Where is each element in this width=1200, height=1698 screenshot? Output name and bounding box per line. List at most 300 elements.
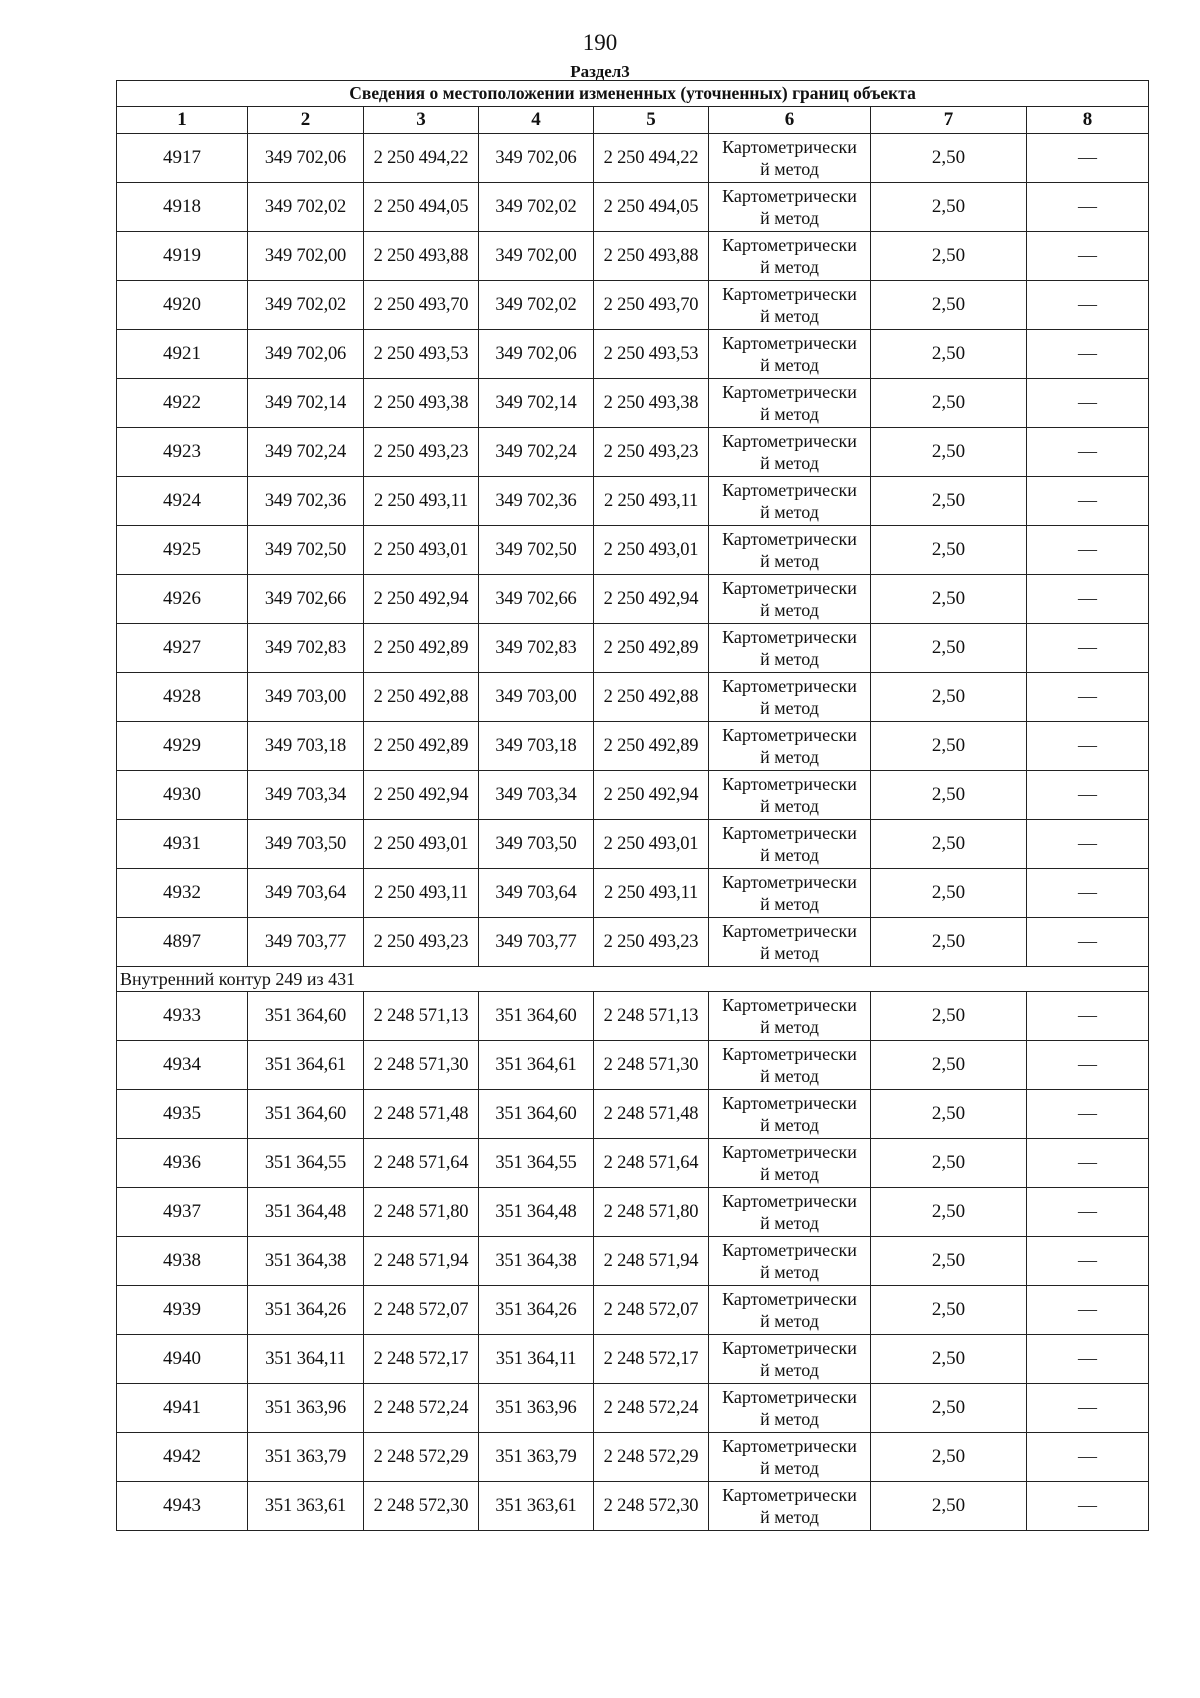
accuracy-cell: 2,50 — [871, 1482, 1027, 1531]
method-text-line1: Картометрически — [722, 872, 857, 892]
method-text-line2: й метод — [760, 1164, 819, 1184]
method-text-line2: й метод — [760, 894, 819, 914]
accuracy-cell: 2,50 — [871, 1188, 1027, 1237]
y-coordinate-cell: 2 250 493,53 — [364, 330, 479, 379]
method-text-line1: Картометрически — [722, 1240, 857, 1260]
method-text-line2: й метод — [760, 1458, 819, 1478]
new-y-coordinate-cell: 2 248 572,24 — [594, 1384, 709, 1433]
y-coordinate-cell: 2 250 494,22 — [364, 134, 479, 183]
new-y-coordinate-cell: 2 250 493,38 — [594, 379, 709, 428]
method-text-line2: й метод — [760, 404, 819, 424]
y-coordinate-cell: 2 250 493,11 — [364, 477, 479, 526]
point-number-cell: 4938 — [117, 1237, 248, 1286]
description-cell: — — [1027, 992, 1149, 1041]
method-cell — [709, 673, 871, 722]
accuracy-cell: 2,50 — [871, 820, 1027, 869]
new-x-coordinate-cell: 349 702,14 — [479, 379, 594, 428]
x-coordinate-cell: 349 702,36 — [248, 477, 364, 526]
method-cell — [709, 1286, 871, 1335]
table-row — [117, 575, 1149, 624]
method-text-line2: й метод — [760, 600, 819, 620]
description-cell: — — [1027, 1335, 1149, 1384]
x-coordinate-cell: 351 364,60 — [248, 992, 364, 1041]
description-cell: — — [1027, 1041, 1149, 1090]
table-row — [117, 1188, 1149, 1237]
method-cell — [709, 526, 871, 575]
new-y-coordinate-cell: 2 248 572,07 — [594, 1286, 709, 1335]
y-coordinate-cell: 2 248 571,48 — [364, 1090, 479, 1139]
new-x-coordinate-cell: 351 363,79 — [479, 1433, 594, 1482]
table-row — [117, 281, 1149, 330]
point-number-cell: 4934 — [117, 1041, 248, 1090]
accuracy-cell: 2,50 — [871, 624, 1027, 673]
method-text-line1: Картометрически — [722, 921, 857, 941]
accuracy-cell: 2,50 — [871, 1335, 1027, 1384]
new-y-coordinate-cell: 2 250 493,53 — [594, 330, 709, 379]
table-row — [117, 1384, 1149, 1433]
x-coordinate-cell: 349 703,00 — [248, 673, 364, 722]
method-text-line2: й метод — [760, 1409, 819, 1429]
point-number-cell: 4942 — [117, 1433, 248, 1482]
column-number: 2 — [248, 107, 364, 134]
table-row — [117, 992, 1149, 1041]
method-cell — [709, 1041, 871, 1090]
method-cell — [709, 1433, 871, 1482]
table-row — [117, 477, 1149, 526]
method-text-line1: Картометрически — [722, 995, 857, 1015]
table-row — [117, 722, 1149, 771]
accuracy-cell: 2,50 — [871, 771, 1027, 820]
new-x-coordinate-cell: 351 363,96 — [479, 1384, 594, 1433]
new-x-coordinate-cell: 351 364,60 — [479, 992, 594, 1041]
method-text-line2: й метод — [760, 943, 819, 963]
y-coordinate-cell: 2 248 571,80 — [364, 1188, 479, 1237]
y-coordinate-cell: 2 250 492,89 — [364, 722, 479, 771]
table-row — [117, 183, 1149, 232]
new-y-coordinate-cell: 2 248 571,48 — [594, 1090, 709, 1139]
accuracy-cell: 2,50 — [871, 1090, 1027, 1139]
method-cell — [709, 1139, 871, 1188]
method-text-line2: й метод — [760, 159, 819, 179]
table-row — [117, 820, 1149, 869]
description-cell: — — [1027, 1482, 1149, 1531]
x-coordinate-cell: 351 363,79 — [248, 1433, 364, 1482]
method-text-line1: Картометрически — [722, 1191, 857, 1211]
table-row — [117, 1237, 1149, 1286]
method-text-line1: Картометрически — [722, 627, 857, 647]
x-coordinate-cell: 349 702,06 — [248, 134, 364, 183]
table-row — [117, 1041, 1149, 1090]
page-number: 190 — [582, 30, 618, 55]
accuracy-cell: 2,50 — [871, 1139, 1027, 1188]
new-y-coordinate-cell: 2 248 571,30 — [594, 1041, 709, 1090]
accuracy-cell: 2,50 — [871, 1286, 1027, 1335]
new-x-coordinate-cell: 349 702,02 — [479, 281, 594, 330]
column-number: 7 — [871, 107, 1027, 134]
method-cell — [709, 1090, 871, 1139]
new-x-coordinate-cell: 349 702,00 — [479, 232, 594, 281]
new-y-coordinate-cell: 2 248 572,29 — [594, 1433, 709, 1482]
method-cell — [709, 1335, 871, 1384]
method-cell — [709, 624, 871, 673]
point-number-cell: 4922 — [117, 379, 248, 428]
accuracy-cell: 2,50 — [871, 992, 1027, 1041]
point-number-cell: 4940 — [117, 1335, 248, 1384]
new-x-coordinate-cell: 349 703,18 — [479, 722, 594, 771]
description-cell: — — [1027, 1237, 1149, 1286]
y-coordinate-cell: 2 250 493,23 — [364, 918, 479, 967]
y-coordinate-cell: 2 248 572,24 — [364, 1384, 479, 1433]
method-cell — [709, 1482, 871, 1531]
table-row — [117, 673, 1149, 722]
new-y-coordinate-cell: 2 250 493,11 — [594, 477, 709, 526]
new-y-coordinate-cell: 2 250 493,88 — [594, 232, 709, 281]
new-y-coordinate-cell: 2 250 492,88 — [594, 673, 709, 722]
table-row — [117, 379, 1149, 428]
column-number: 5 — [594, 107, 709, 134]
new-x-coordinate-cell: 351 364,26 — [479, 1286, 594, 1335]
accuracy-cell: 2,50 — [871, 673, 1027, 722]
description-cell: — — [1027, 624, 1149, 673]
method-text-line2: й метод — [760, 1507, 819, 1527]
x-coordinate-cell: 349 702,00 — [248, 232, 364, 281]
y-coordinate-cell: 2 250 493,88 — [364, 232, 479, 281]
y-coordinate-cell: 2 250 492,94 — [364, 771, 479, 820]
new-y-coordinate-cell: 2 250 492,89 — [594, 722, 709, 771]
accuracy-cell: 2,50 — [871, 330, 1027, 379]
method-text-line2: й метод — [760, 1115, 819, 1135]
method-text-line2: й метод — [760, 1262, 819, 1282]
point-number-cell: 4933 — [117, 992, 248, 1041]
method-text-line2: й метод — [760, 1213, 819, 1233]
accuracy-cell: 2,50 — [871, 428, 1027, 477]
new-x-coordinate-cell: 349 702,36 — [479, 477, 594, 526]
accuracy-cell: 2,50 — [871, 477, 1027, 526]
method-text-line1: Картометрически — [722, 137, 857, 157]
method-text-line2: й метод — [760, 551, 819, 571]
y-coordinate-cell: 2 248 571,30 — [364, 1041, 479, 1090]
contour-section-row — [117, 967, 1149, 992]
x-coordinate-cell: 351 364,26 — [248, 1286, 364, 1335]
method-text-line1: Картометрически — [722, 431, 857, 451]
method-text-line2: й метод — [760, 502, 819, 522]
x-coordinate-cell: 349 703,50 — [248, 820, 364, 869]
x-coordinate-cell: 349 702,02 — [248, 281, 364, 330]
accuracy-cell: 2,50 — [871, 869, 1027, 918]
new-y-coordinate-cell: 2 248 571,94 — [594, 1237, 709, 1286]
description-cell: — — [1027, 330, 1149, 379]
x-coordinate-cell: 351 363,61 — [248, 1482, 364, 1531]
description-cell: — — [1027, 526, 1149, 575]
table-row — [117, 232, 1149, 281]
new-y-coordinate-cell: 2 248 572,30 — [594, 1482, 709, 1531]
new-x-coordinate-cell: 351 364,48 — [479, 1188, 594, 1237]
y-coordinate-cell: 2 248 572,30 — [364, 1482, 479, 1531]
accuracy-cell: 2,50 — [871, 1237, 1027, 1286]
new-x-coordinate-cell: 349 702,66 — [479, 575, 594, 624]
accuracy-cell: 2,50 — [871, 575, 1027, 624]
description-cell: — — [1027, 1384, 1149, 1433]
new-x-coordinate-cell: 349 702,06 — [479, 330, 594, 379]
method-cell — [709, 918, 871, 967]
point-number-cell: 4918 — [117, 183, 248, 232]
table-body — [117, 134, 1149, 1531]
accuracy-cell: 2,50 — [871, 918, 1027, 967]
new-y-coordinate-cell: 2 250 494,05 — [594, 183, 709, 232]
method-text-line1: Картометрически — [722, 1044, 857, 1064]
point-number-cell: 4930 — [117, 771, 248, 820]
new-y-coordinate-cell: 2 250 492,94 — [594, 771, 709, 820]
method-cell — [709, 281, 871, 330]
point-number-cell: 4943 — [117, 1482, 248, 1531]
table-row — [117, 1482, 1149, 1531]
point-number-cell: 4924 — [117, 477, 248, 526]
boundary-coordinates-table — [116, 80, 1149, 1531]
method-text-line2: й метод — [760, 355, 819, 375]
section-title: Раздел3 — [570, 62, 630, 81]
y-coordinate-cell: 2 250 493,23 — [364, 428, 479, 477]
y-coordinate-cell: 2 250 492,94 — [364, 575, 479, 624]
new-x-coordinate-cell: 351 364,61 — [479, 1041, 594, 1090]
new-y-coordinate-cell: 2 250 492,94 — [594, 575, 709, 624]
method-text-line1: Картометрически — [722, 823, 857, 843]
method-text-line2: й метод — [760, 698, 819, 718]
description-cell: — — [1027, 477, 1149, 526]
method-text-line1: Картометрически — [722, 284, 857, 304]
y-coordinate-cell: 2 250 493,01 — [364, 526, 479, 575]
method-text-line1: Картометрически — [722, 235, 857, 255]
x-coordinate-cell: 351 364,48 — [248, 1188, 364, 1237]
column-number: 1 — [117, 107, 248, 134]
accuracy-cell: 2,50 — [871, 526, 1027, 575]
method-cell — [709, 1188, 871, 1237]
x-coordinate-cell: 351 364,38 — [248, 1237, 364, 1286]
table-row — [117, 1139, 1149, 1188]
point-number-cell: 4929 — [117, 722, 248, 771]
method-cell — [709, 232, 871, 281]
table-row — [117, 526, 1149, 575]
new-x-coordinate-cell: 349 702,02 — [479, 183, 594, 232]
y-coordinate-cell: 2 250 493,70 — [364, 281, 479, 330]
y-coordinate-cell: 2 250 492,89 — [364, 624, 479, 673]
point-number-cell: 4931 — [117, 820, 248, 869]
accuracy-cell: 2,50 — [871, 183, 1027, 232]
x-coordinate-cell: 351 364,61 — [248, 1041, 364, 1090]
method-cell — [709, 869, 871, 918]
method-text-line1: Картометрически — [722, 774, 857, 794]
y-coordinate-cell: 2 248 571,13 — [364, 992, 479, 1041]
point-number-cell: 4937 — [117, 1188, 248, 1237]
accuracy-cell: 2,50 — [871, 281, 1027, 330]
description-cell: — — [1027, 428, 1149, 477]
x-coordinate-cell: 351 364,60 — [248, 1090, 364, 1139]
point-number-cell: 4917 — [117, 134, 248, 183]
method-text-line1: Картометрически — [722, 1289, 857, 1309]
x-coordinate-cell: 349 702,14 — [248, 379, 364, 428]
new-y-coordinate-cell: 2 250 493,01 — [594, 526, 709, 575]
y-coordinate-cell: 2 250 493,11 — [364, 869, 479, 918]
table-row — [117, 1286, 1149, 1335]
x-coordinate-cell: 349 702,06 — [248, 330, 364, 379]
x-coordinate-cell: 351 363,96 — [248, 1384, 364, 1433]
method-text-line2: й метод — [760, 1311, 819, 1331]
point-number-cell: 4926 — [117, 575, 248, 624]
method-cell — [709, 134, 871, 183]
x-coordinate-cell: 349 702,66 — [248, 575, 364, 624]
method-text-line2: й метод — [760, 1017, 819, 1037]
description-cell: — — [1027, 379, 1149, 428]
description-cell: — — [1027, 232, 1149, 281]
x-coordinate-cell: 349 703,34 — [248, 771, 364, 820]
description-cell: — — [1027, 820, 1149, 869]
method-cell — [709, 428, 871, 477]
method-text-line2: й метод — [760, 306, 819, 326]
method-cell — [709, 722, 871, 771]
column-number: 3 — [364, 107, 479, 134]
method-cell — [709, 771, 871, 820]
new-y-coordinate-cell: 2 248 571,80 — [594, 1188, 709, 1237]
method-text-line1: Картометрически — [722, 1485, 857, 1505]
new-x-coordinate-cell: 351 364,38 — [479, 1237, 594, 1286]
new-x-coordinate-cell: 351 363,61 — [479, 1482, 594, 1531]
point-number-cell: 4920 — [117, 281, 248, 330]
new-x-coordinate-cell: 349 703,77 — [479, 918, 594, 967]
new-x-coordinate-cell: 349 702,83 — [479, 624, 594, 673]
method-text-line2: й метод — [760, 845, 819, 865]
new-y-coordinate-cell: 2 250 493,23 — [594, 428, 709, 477]
y-coordinate-cell: 2 248 572,29 — [364, 1433, 479, 1482]
column-number-row — [117, 107, 1149, 134]
y-coordinate-cell: 2 248 572,07 — [364, 1286, 479, 1335]
accuracy-cell: 2,50 — [871, 1384, 1027, 1433]
method-text-line1: Картометрически — [722, 1142, 857, 1162]
method-text-line1: Картометрически — [722, 480, 857, 500]
method-text-line1: Картометрически — [722, 186, 857, 206]
y-coordinate-cell: 2 250 493,01 — [364, 820, 479, 869]
point-number-cell: 4941 — [117, 1384, 248, 1433]
accuracy-cell: 2,50 — [871, 1041, 1027, 1090]
y-coordinate-cell: 2 250 492,88 — [364, 673, 479, 722]
point-number-cell: 4921 — [117, 330, 248, 379]
method-text-line2: й метод — [760, 649, 819, 669]
x-coordinate-cell: 351 364,11 — [248, 1335, 364, 1384]
table-row — [117, 1433, 1149, 1482]
new-y-coordinate-cell: 2 250 493,11 — [594, 869, 709, 918]
method-cell — [709, 575, 871, 624]
table-row — [117, 1335, 1149, 1384]
new-y-coordinate-cell: 2 248 571,13 — [594, 992, 709, 1041]
point-number-cell: 4923 — [117, 428, 248, 477]
method-text-line1: Картометрически — [722, 676, 857, 696]
new-y-coordinate-cell: 2 250 493,70 — [594, 281, 709, 330]
table-caption: Сведения о местоположении измененных (уточненных) границ объекта — [117, 81, 1149, 107]
table-row — [117, 134, 1149, 183]
column-number: 4 — [479, 107, 594, 134]
description-cell: — — [1027, 869, 1149, 918]
column-number: 6 — [709, 107, 871, 134]
method-cell — [709, 992, 871, 1041]
method-text-line1: Картометрически — [722, 578, 857, 598]
method-text-line1: Картометрически — [722, 725, 857, 745]
x-coordinate-cell: 349 702,02 — [248, 183, 364, 232]
method-text-line2: й метод — [760, 1066, 819, 1086]
table-row — [117, 624, 1149, 673]
method-text-line1: Картометрически — [722, 1338, 857, 1358]
y-coordinate-cell: 2 250 494,05 — [364, 183, 479, 232]
x-coordinate-cell: 349 703,64 — [248, 869, 364, 918]
method-cell — [709, 379, 871, 428]
contour-label: Внутренний контур 249 из 431 — [117, 967, 1149, 992]
table-caption-row — [117, 81, 1149, 107]
description-cell: — — [1027, 1090, 1149, 1139]
method-text-line2: й метод — [760, 1360, 819, 1380]
description-cell: — — [1027, 918, 1149, 967]
new-y-coordinate-cell: 2 250 493,23 — [594, 918, 709, 967]
method-text-line1: Картометрически — [722, 1093, 857, 1113]
y-coordinate-cell: 2 248 571,64 — [364, 1139, 479, 1188]
method-text-line1: Картометрически — [722, 1387, 857, 1407]
point-number-cell: 4936 — [117, 1139, 248, 1188]
x-coordinate-cell: 349 703,18 — [248, 722, 364, 771]
description-cell: — — [1027, 1139, 1149, 1188]
new-x-coordinate-cell: 351 364,11 — [479, 1335, 594, 1384]
new-y-coordinate-cell: 2 248 571,64 — [594, 1139, 709, 1188]
new-y-coordinate-cell: 2 250 492,89 — [594, 624, 709, 673]
method-cell — [709, 1384, 871, 1433]
table-row — [117, 1090, 1149, 1139]
description-cell: — — [1027, 722, 1149, 771]
point-number-cell: 4939 — [117, 1286, 248, 1335]
method-text-line1: Картометрически — [722, 333, 857, 353]
method-text-line2: й метод — [760, 796, 819, 816]
description-cell: — — [1027, 1433, 1149, 1482]
description-cell: — — [1027, 1286, 1149, 1335]
new-x-coordinate-cell: 351 364,55 — [479, 1139, 594, 1188]
x-coordinate-cell: 349 703,77 — [248, 918, 364, 967]
x-coordinate-cell: 349 702,83 — [248, 624, 364, 673]
new-x-coordinate-cell: 349 703,00 — [479, 673, 594, 722]
description-cell: — — [1027, 673, 1149, 722]
column-number: 8 — [1027, 107, 1149, 134]
accuracy-cell: 2,50 — [871, 722, 1027, 771]
x-coordinate-cell: 349 702,24 — [248, 428, 364, 477]
new-x-coordinate-cell: 349 702,50 — [479, 526, 594, 575]
point-number-cell: 4897 — [117, 918, 248, 967]
method-text-line1: Картометрически — [722, 1436, 857, 1456]
accuracy-cell: 2,50 — [871, 134, 1027, 183]
new-x-coordinate-cell: 349 702,06 — [479, 134, 594, 183]
point-number-cell: 4925 — [117, 526, 248, 575]
point-number-cell: 4935 — [117, 1090, 248, 1139]
new-y-coordinate-cell: 2 250 494,22 — [594, 134, 709, 183]
accuracy-cell: 2,50 — [871, 232, 1027, 281]
method-cell — [709, 1237, 871, 1286]
method-text-line1: Картометрически — [722, 529, 857, 549]
new-x-coordinate-cell: 349 703,50 — [479, 820, 594, 869]
x-coordinate-cell: 349 702,50 — [248, 526, 364, 575]
method-text-line2: й метод — [760, 747, 819, 767]
table-row — [117, 771, 1149, 820]
y-coordinate-cell: 2 248 572,17 — [364, 1335, 479, 1384]
description-cell: — — [1027, 1188, 1149, 1237]
description-cell: — — [1027, 183, 1149, 232]
table-row — [117, 869, 1149, 918]
method-text-line1: Картометрически — [722, 382, 857, 402]
description-cell: — — [1027, 771, 1149, 820]
description-cell: — — [1027, 134, 1149, 183]
x-coordinate-cell: 351 364,55 — [248, 1139, 364, 1188]
new-x-coordinate-cell: 349 703,34 — [479, 771, 594, 820]
